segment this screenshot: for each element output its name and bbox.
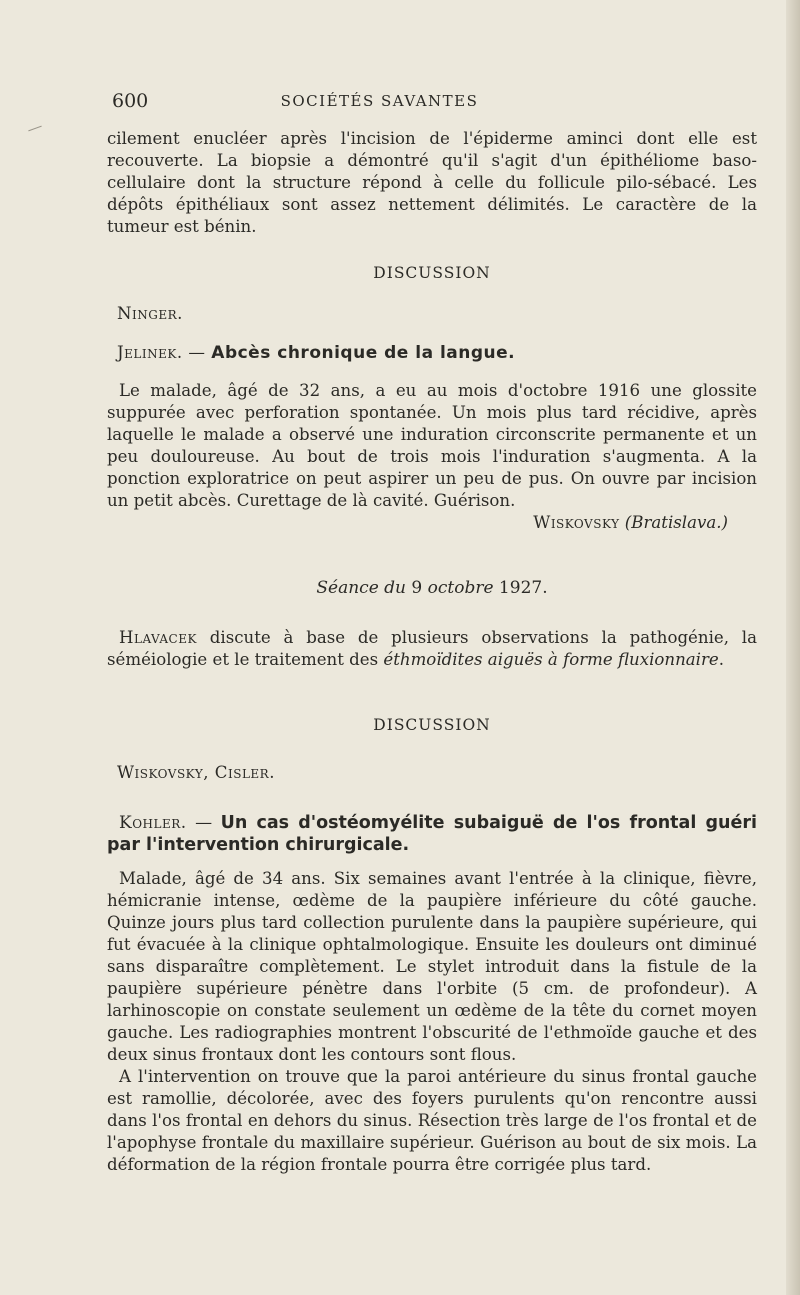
paragraph-text: A l'intervention on trouve que la paroi antérieure du sinus frontal gauche est ramollie, décolorée, avec des foyers purulents qu'on rencontre aussi dans l'os frontal en dehors du sinus. Résection très large de l'os frontal et de l'apophyse frontale du maxillaire supérieur. Guérison au bout de six mois. La déformation de la région frontale pourra être corrigée plus tard. — [107, 1067, 757, 1174]
signature-name: Wiskovsky — [533, 513, 620, 532]
heading-dash: — — [182, 343, 212, 362]
jelinek-heading — [117, 343, 515, 363]
page-number: 600 — [112, 90, 149, 112]
signature — [533, 513, 728, 532]
paragraph-glossitis — [107, 380, 757, 512]
paragraph-text: discute à base de plusieurs observations la pathogénie, la séméiologie et le traitement des — [107, 628, 757, 669]
paragraph-osteomyelitis — [107, 868, 757, 1176]
italic-term: éthmoïdites aiguës à forme fluxionnaire — [383, 650, 719, 669]
author-jelinek: Jelinek. — [117, 343, 183, 362]
seance-heading — [107, 578, 757, 598]
case-title: Abcès chronique de la langue. — [211, 343, 516, 363]
heading-dash: — — [186, 813, 221, 833]
discussion-heading: DISCUSSION — [373, 264, 491, 282]
margin-mark — [28, 126, 41, 132]
author-hlavacek: Hlavacek — [119, 628, 197, 647]
paragraph-text: cilement enucléer après l'incision de l'épiderme aminci dont elle est recouverte. La biopsie a démontré qu'il s'agit d'un épithéliome baso-cellulaire dont la structure répond à celle du follicule pilo-sébacé. Les dépôts épithéliaux sont assez nettement délimités. Le caractère de la tumeur est bénin. — [107, 129, 757, 236]
signature-place: (Bratislava.) — [624, 513, 728, 532]
author-ninger: Ninger. — [117, 304, 183, 323]
page-edge — [786, 0, 800, 1295]
authors-wiskovsky-cisler: Wiskovsky, Cisler. — [117, 763, 275, 782]
case-title: Un cas d'ostéomyélite subaiguë de l'os frontal guéri par l'intervention chirurgicale. — [107, 813, 757, 855]
paragraph-text: Le malade, âgé de 32 ans, a eu au mois d'octobre 1916 une glossite suppurée avec perforation spontanée. Un mois plus tard récidive, après laquelle le malade a observé une induration circonscrite permanente et un peu douloureuse. Au bout de trois mois l'induration s'augmenta. A la ponction exploratrice on peut aspirer un peu de pus. On ouvre par incision un petit abcès. Curettage de là cavité. Guérison. — [107, 381, 757, 510]
paragraph-text: Malade, âgé de 34 ans. Six semaines avant l'entrée à la clinique, fièvre, hémicranie intense, œdème de la paupière inférieure du côté gauche. Quinze jours plus tard collection purulente dans la paupière supérieure, qui fut évacuée à la clinique ophtalmologique. Ensuite les douleurs ont diminué sans disparaître complètement. Le stylet introduit dans la fistule de la paupière supérieure pénètre dans l'orbite (5 cm. de profondeur). A larhinoscopie on constate seulement un œdème de la tête du cornet moyen gauche. Les radiographies montrent l'obscurité de l'ethmoïde gauche et des deux sinus frontaux dont les contours sont flous. — [107, 869, 757, 1064]
seance-day: 9 — [406, 578, 428, 598]
seance-year: 1927. — [493, 578, 548, 598]
paragraph-tumor — [107, 128, 757, 238]
discussion-heading: DISCUSSION — [373, 716, 491, 734]
seance-prefix: Séance du — [316, 578, 406, 598]
kohler-heading — [107, 812, 757, 856]
page-header — [112, 90, 742, 114]
author-kohler: Kohler. — [119, 813, 187, 833]
running-head: SOCIÉTÉS SAVANTES — [280, 92, 479, 110]
paragraph-hlavacek: Hlavacek discute à base de plusieurs observations la pathogénie, la séméiologie et le traitement des éthmoïdites aiguës à forme fluxionnaire. — [107, 628, 757, 669]
seance-month: octobre — [427, 578, 494, 598]
